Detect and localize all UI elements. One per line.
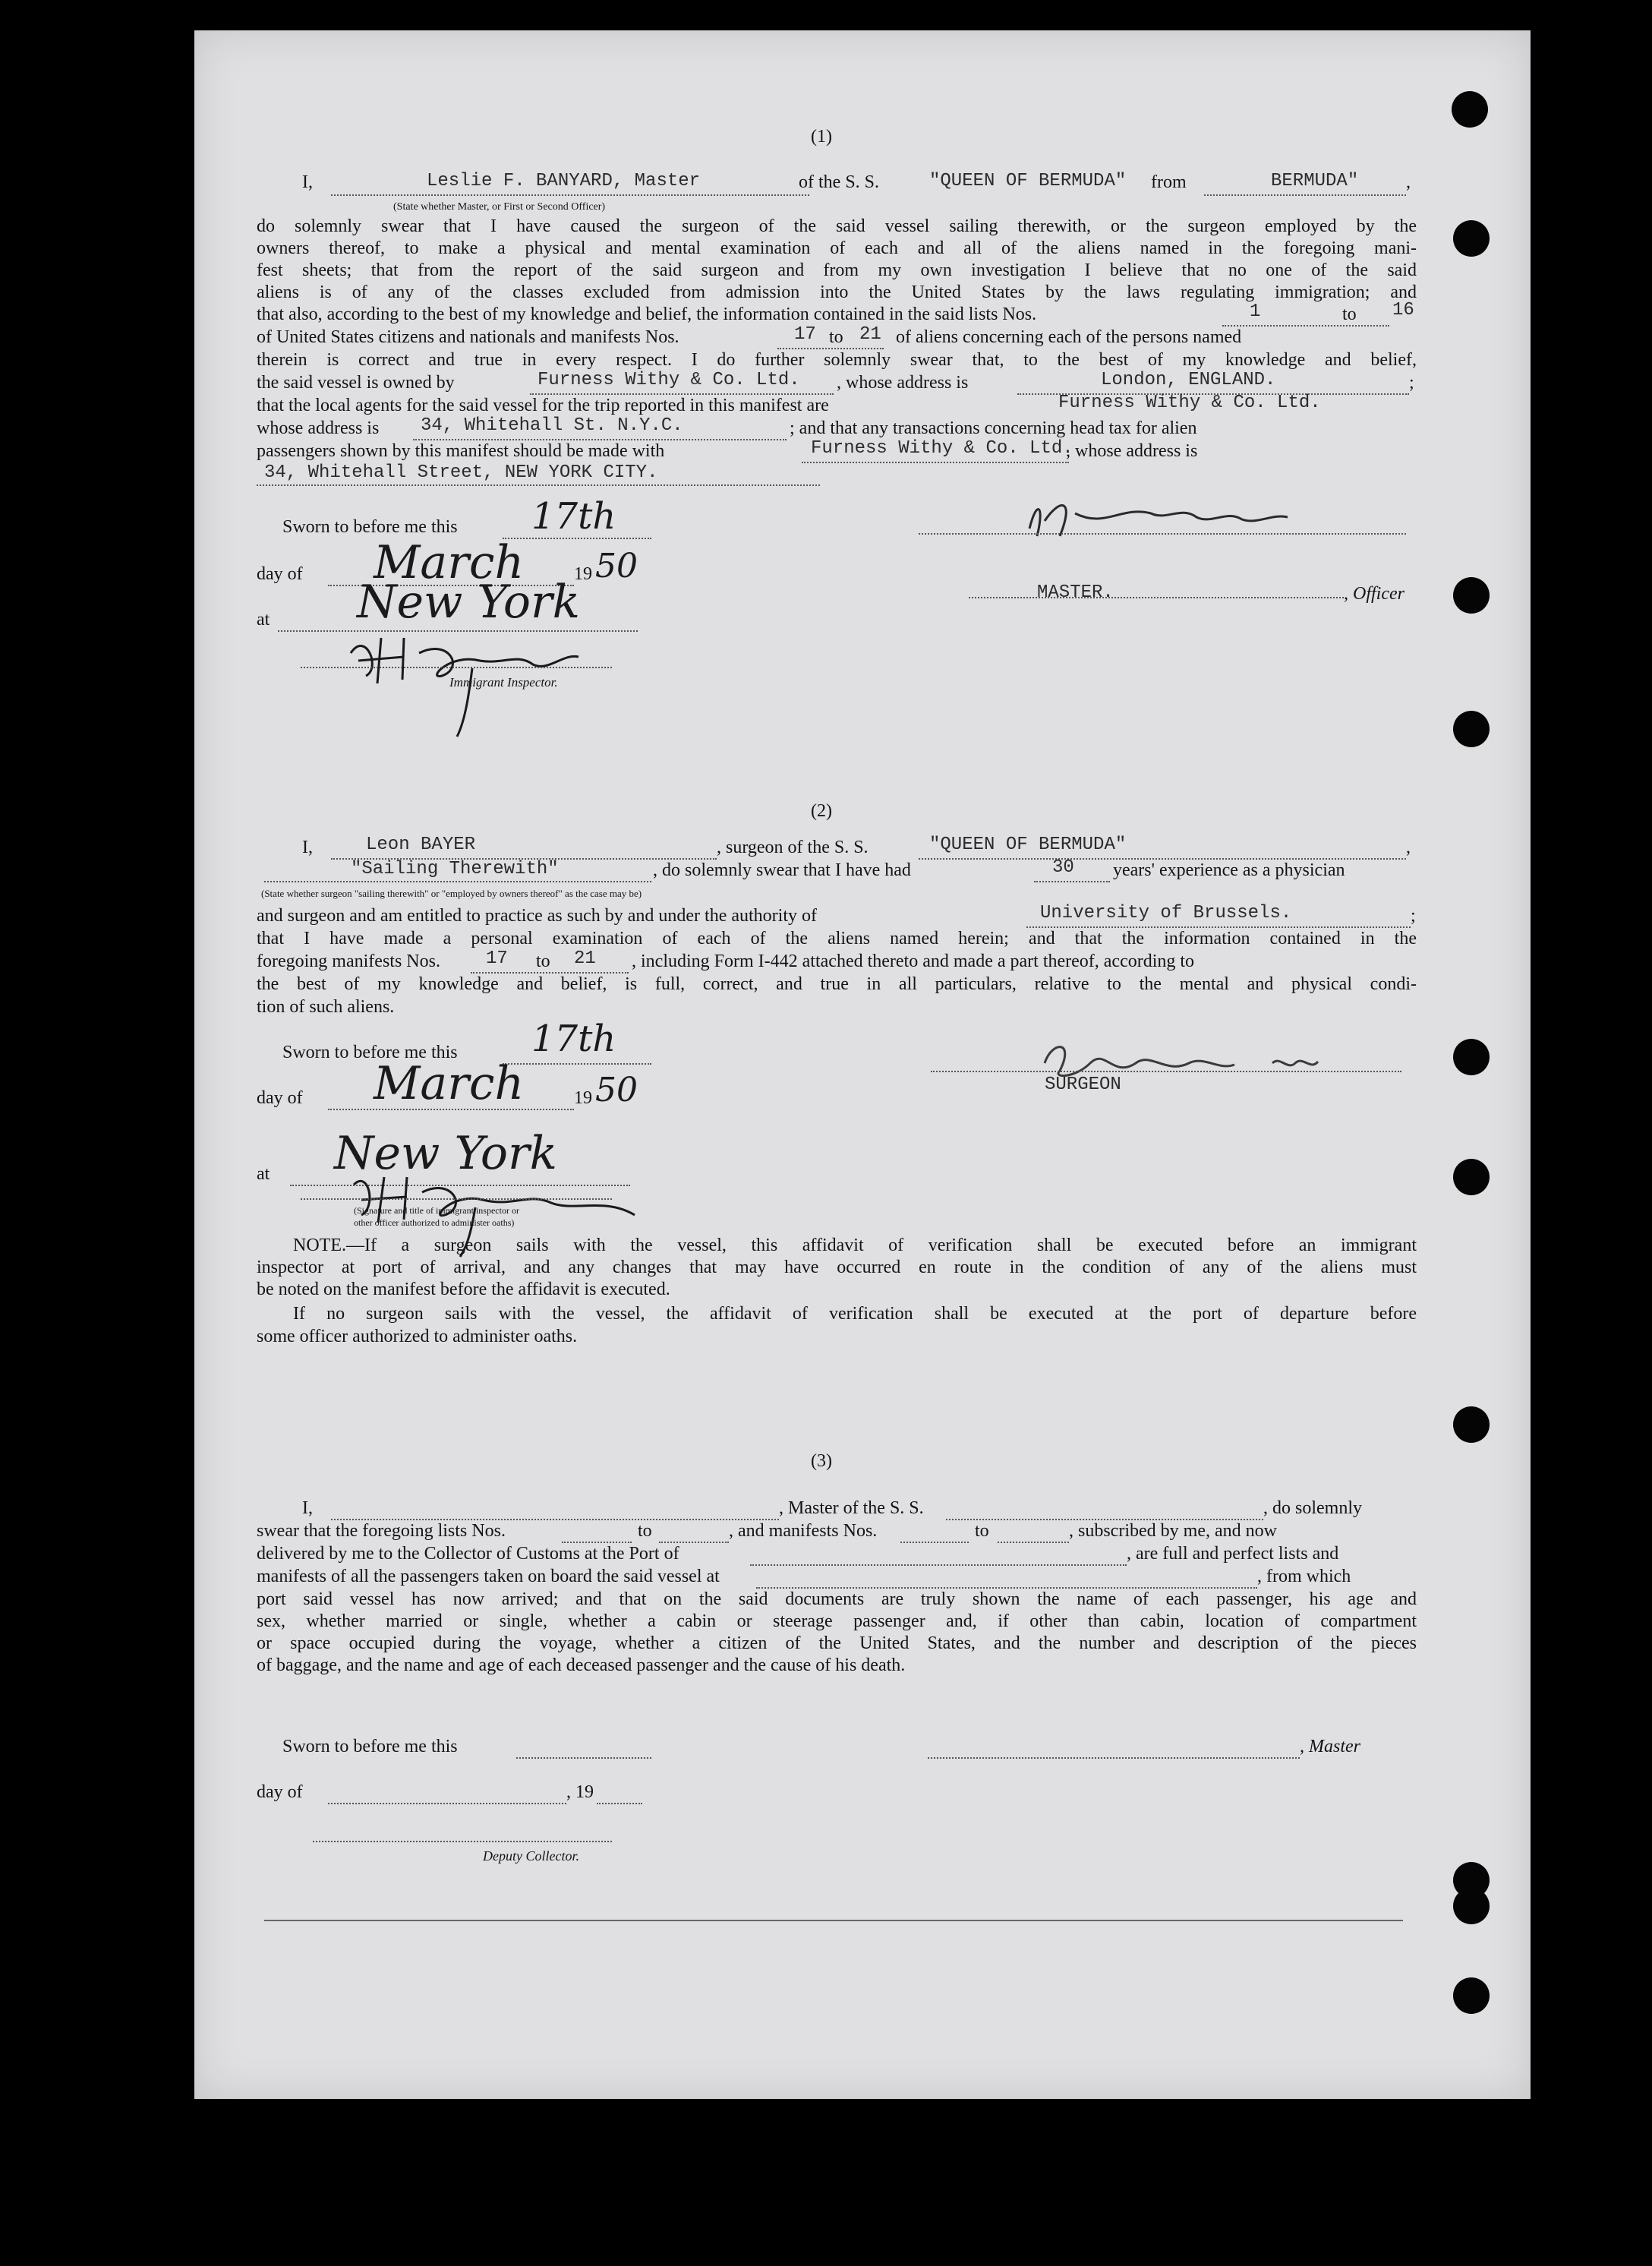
text-block	[257, 349, 1417, 371]
owner-field: Furness Withy & Co. Ltd.	[538, 370, 800, 390]
to-label: to	[1342, 305, 1357, 324]
manifests-from-field-2: 17	[486, 948, 508, 969]
officer-label: , Officer	[1344, 584, 1405, 604]
to-label: to	[829, 327, 843, 347]
note-block	[257, 1235, 1417, 1279]
text-block	[257, 974, 1417, 996]
ship-name-field: "QUEEN OF BERMUDA"	[929, 171, 1127, 191]
text-line: therein is correct and true in every respect. I do further solemnly swear that, to the best of my knowledge and belief,	[257, 350, 1417, 370]
text-line: of baggage, and the name and age of each deceased passenger and the cause of his death.	[257, 1655, 906, 1675]
note-line: some officer authorized to administer oaths.	[257, 1327, 578, 1346]
deputy-collector-label: Deputy Collector.	[483, 1848, 579, 1864]
bottom-rule	[264, 1920, 1403, 1921]
text-block	[257, 928, 1417, 950]
text-line: the said vessel is owned by	[257, 373, 455, 393]
text-line: swear that the foregoing lists Nos.	[257, 1521, 506, 1541]
punch-hole	[1453, 220, 1490, 257]
section-1-body	[257, 216, 1417, 304]
text-line: or space occupied during the voyage, whether a citizen of the United States, and the number and description of the pieces	[257, 1633, 1417, 1653]
text-line: manifests of all the passengers taken on board the said vessel at	[257, 1567, 720, 1586]
text-line: , do solemnly	[1263, 1498, 1362, 1518]
day-of-label: day of	[257, 1088, 303, 1108]
text-line: tion of such aliens.	[257, 997, 395, 1017]
punch-hole	[1453, 1888, 1490, 1924]
to-label: to	[536, 952, 550, 971]
text-line: , from which	[1257, 1567, 1351, 1586]
text-line: , whose address is	[1066, 441, 1198, 461]
at-label: at	[257, 610, 270, 630]
section-2-number: (2)	[811, 801, 832, 821]
punch-hole	[1453, 577, 1490, 614]
inspector-label: Immigrant Inspector.	[449, 675, 558, 690]
year-handwritten: 50	[595, 547, 638, 585]
text-line: foregoing manifests Nos.	[257, 952, 440, 971]
of-the-ss-label: of the S. S.	[799, 172, 880, 192]
signature-hint-2: other officer authorized to administer oaths)	[354, 1217, 515, 1228]
text-line: I,	[302, 1498, 313, 1518]
month-handwritten-2: March	[374, 1057, 525, 1110]
lists-from-field: 1	[1250, 301, 1261, 322]
text-line: that also, according to the best of my knowledge and belief, the information contained in the said lists Nos.	[257, 305, 1037, 324]
text-line: , subscribed by me, and now	[1069, 1521, 1277, 1541]
owner-address-field: London, ENGLAND.	[1101, 370, 1276, 390]
master-hint: (State whether Master, or First or Second Officer)	[393, 201, 606, 213]
at-label: at	[257, 1164, 270, 1184]
year-handwritten-2: 50	[595, 1071, 638, 1109]
section-3-number: (3)	[811, 1451, 832, 1471]
text-line: aliens is of any of the classes excluded from admission into the United States by the laws regulating immigration; and	[257, 282, 1417, 302]
ship-name-field-2: "QUEEN OF BERMUDA"	[929, 835, 1127, 855]
master-signature	[1014, 483, 1333, 551]
punch-hole	[1453, 1039, 1490, 1075]
text-line: port said vessel has now arrived; and that on the said documents are truly shown the name of each passenger, his age and	[257, 1589, 1417, 1609]
master-label: , Master	[1300, 1737, 1360, 1756]
agents-address-field: 34, Whitehall St. N.Y.C.	[421, 415, 683, 436]
sworn-day-handwritten: 17th	[531, 495, 616, 538]
text-line: the best of my knowledge and belief, is full, correct, and true in all particulars, relative to the mental and physical condi-	[257, 974, 1417, 994]
section-1-i: I,	[302, 172, 313, 192]
punch-hole	[1453, 711, 1490, 747]
punch-hole	[1453, 1159, 1490, 1195]
note-line: be noted on the manifest before the affidavit is executed.	[257, 1280, 670, 1299]
sworn-label: Sworn to before me this	[282, 1043, 458, 1062]
year-prefix: 19	[574, 1088, 592, 1108]
text-line: that the local agents for the said vessel for the trip reported in this manifest are	[257, 396, 829, 415]
years-experience-field: 30	[1052, 857, 1074, 878]
section-1-number: (1)	[811, 127, 832, 147]
day-of-label: day of	[257, 564, 303, 584]
section-3-body	[257, 1589, 1417, 1655]
surgeon-hint: (State whether surgeon "sailing therewith" or "employed by owners thereof" as the case may be)	[261, 888, 642, 899]
agents-field: Furness Withy & Co. Ltd.	[1058, 393, 1321, 413]
punch-hole	[1453, 1406, 1490, 1443]
punch-hole	[1453, 1977, 1490, 2014]
to-label: to	[975, 1521, 989, 1541]
text-line: do solemnly swear that I have caused the surgeon of the said vessel sailing therewith, or the surgeon employed by the	[257, 216, 1417, 236]
day-of-label: day of	[257, 1782, 303, 1802]
manifests-to-field: 21	[859, 324, 881, 345]
sworn-label: Sworn to before me this	[282, 1737, 458, 1756]
text-line: , Master of the S. S.	[779, 1498, 924, 1518]
note-block-2	[257, 1303, 1417, 1325]
surgeon-name-field: Leon BAYER	[366, 835, 476, 855]
note-line: NOTE.—If a surgeon sails with the vessel, this affidavit of verification shall be executed before an immigrant	[293, 1236, 1417, 1255]
to-label: to	[638, 1521, 652, 1541]
place-handwritten-2: New York	[334, 1127, 557, 1180]
text-line: years' experience as a physician	[1113, 860, 1345, 880]
headtax-address-field: 34, Whitehall Street, NEW YORK CITY.	[264, 462, 658, 483]
text-line: whose address is	[257, 418, 380, 438]
text-line: , including Form I-442 attached thereto and made a part thereof, according to	[632, 952, 1195, 971]
text-line: ;	[1409, 373, 1414, 393]
from-label: from	[1151, 172, 1187, 192]
text-line: passengers shown by this manifest should be made with	[257, 441, 665, 461]
headtax-field: Furness Withy & Co. Ltd.	[811, 438, 1073, 459]
text-line: of aliens concerning each of the persons named	[896, 327, 1242, 347]
place-handwritten: New York	[357, 576, 580, 629]
section-2-i: I,	[302, 838, 313, 857]
authority-field: University of Brussels.	[1040, 903, 1292, 923]
text-line: ; and that any transactions concerning head tax for alien	[790, 418, 1197, 438]
manifests-from-field: 17	[794, 324, 816, 345]
text-line: of United States citizens and nationals and manifests Nos.	[257, 327, 679, 347]
manifests-to-field-2: 21	[574, 948, 596, 969]
text-line: , are full and perfect lists and	[1127, 1544, 1339, 1564]
text-line: ;	[1411, 906, 1416, 926]
text-line: , do solemnly swear that I have had	[653, 860, 911, 880]
year-prefix: , 19	[566, 1782, 594, 1802]
sworn-day-handwritten-2: 17th	[531, 1018, 616, 1060]
signature-hint-1: (Signature and title of immigrant inspector or	[354, 1205, 519, 1216]
punch-hole	[1452, 91, 1488, 128]
comma: ,	[1406, 838, 1411, 857]
comma: ,	[1406, 172, 1411, 192]
note-line: inspector at port of arrival, and any changes that may have occurred en route in the condition of any of the aliens must	[257, 1258, 1417, 1277]
text-line: owners thereof, to make a physical and mental examination of each and all of the aliens named in the foregoing mani-	[257, 238, 1417, 258]
text-line: that I have made a personal examination of each of the aliens named herein; and that the information contained in the	[257, 929, 1417, 948]
note-line: If no surgeon sails with the vessel, the affidavit of verification shall be executed at the port of departure before	[293, 1304, 1417, 1324]
text-line: delivered by me to the Collector of Customs at the Port of	[257, 1544, 679, 1564]
manifest-page	[194, 30, 1531, 2099]
text-line: and surgeon and am entitled to practice as such by and under the authority of	[257, 906, 817, 926]
sailing-field: "Sailing Therewith"	[351, 859, 559, 879]
master-title-field: MASTER.	[1037, 582, 1114, 603]
lists-to-field: 16	[1392, 300, 1414, 320]
surgeon-title: SURGEON	[1045, 1075, 1121, 1095]
master-name-field: Leslie F. BANYARD, Master	[427, 171, 701, 191]
year-prefix: 19	[574, 564, 592, 584]
departure-port-field: BERMUDA"	[1271, 171, 1359, 191]
sworn-label: Sworn to before me this	[282, 517, 458, 537]
text-line: , surgeon of the S. S.	[717, 838, 869, 857]
text-line: sex, whether married or single, whether a cabin or steerage passenger and, if other than cabin, location of compartment	[257, 1611, 1417, 1631]
text-line: fest sheets; that from the report of the said surgeon and from my own investigation I believe that no one of the said	[257, 260, 1417, 280]
month-handwritten: March	[374, 536, 525, 589]
text-line: , whose address is	[837, 373, 969, 393]
text-line: , and manifests Nos.	[729, 1521, 878, 1541]
